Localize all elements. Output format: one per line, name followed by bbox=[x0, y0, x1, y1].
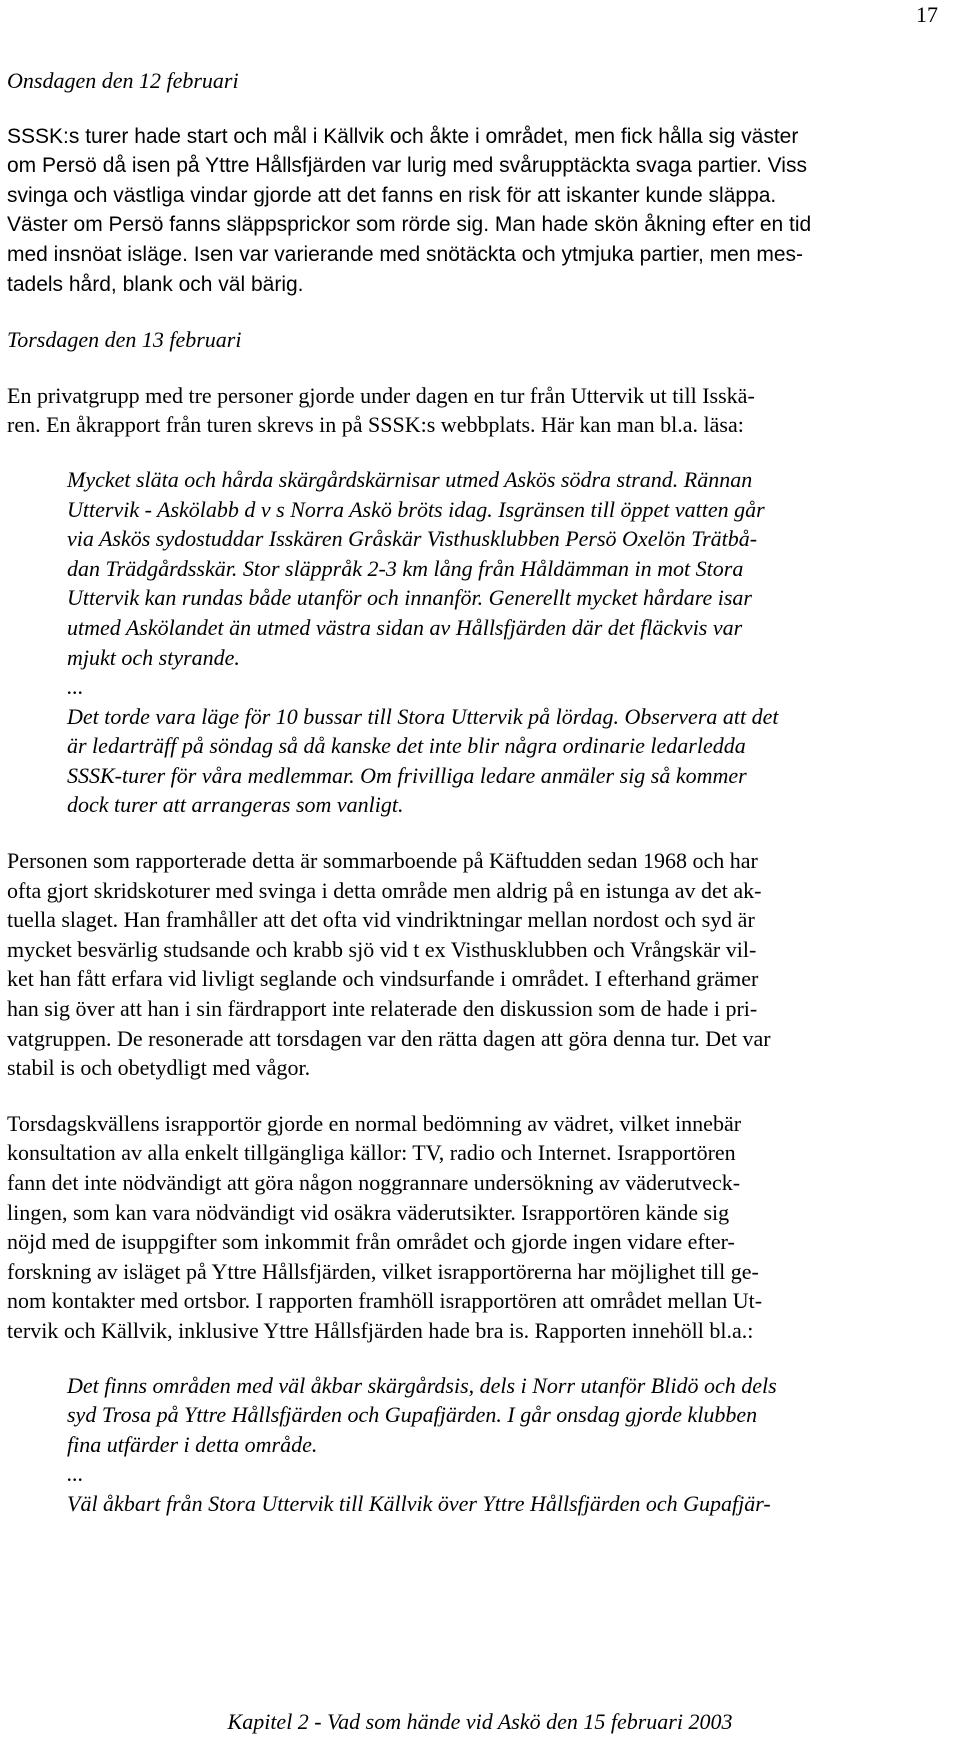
quote-line: Väl åkbart från Stora Uttervik till Källvik över Yttre Hållsfjärden och Gupafjär- bbox=[67, 1490, 771, 1516]
text-line: han sig över att han i sin färdrapport inte relaterade den diskussion som de hade i pri- bbox=[7, 996, 758, 1022]
quote-line: ... bbox=[67, 674, 84, 700]
text-line: Väster om Persö fanns släppsprickor som rörde sig. Man hade skön åkning efter en tid bbox=[7, 213, 812, 237]
text-line: mycket besvärlig studsande och krabb sjö vid t ex Visthusklubben och Vrångskär vil- bbox=[7, 936, 757, 962]
text-line: konsultation av alla enkelt tillgängliga källor: TV, radio och Internet. Israpportören bbox=[7, 1140, 736, 1166]
text-line: nöjd med de isuppgifter som inkommit från området och gjorde ingen vidare efter- bbox=[7, 1229, 735, 1255]
page-footer: Kapitel 2 - Vad som hände vid Askö den 15 februari 2003 bbox=[227, 1709, 733, 1734]
quote-line: mjukt och styrande. bbox=[67, 644, 240, 670]
quote-block bbox=[7, 465, 952, 820]
text-line: stabil is och obetydligt med vågor. bbox=[7, 1055, 311, 1081]
paragraph bbox=[7, 1109, 952, 1346]
quote-line: är ledarträff på söndag så då kanske det inte blir några ordinarie ledarledda bbox=[67, 733, 746, 759]
quote-line: fina utfärder i detta område. bbox=[67, 1431, 318, 1457]
text-line: tadels hård, blank och väl bärig. bbox=[7, 272, 304, 296]
quote-line: SSSK-turer för våra medlemmar. Om frivilliga ledare anmäler sig så kommer bbox=[67, 762, 747, 788]
text-line: En privatgrupp med tre personer gjorde under dagen en tur från Uttervik ut till Isskä- bbox=[7, 382, 755, 408]
section-heading: Torsdagen den 13 februari bbox=[7, 327, 242, 353]
quote-line: dan Trädgårdsskär. Stor släppråk 2-3 km lång från Håldämman in mot Stora bbox=[67, 555, 744, 581]
text-line: forskning av isläget på Yttre Hållsfjärden, vilket israpportörerna har möjlighet till ge- bbox=[7, 1258, 759, 1284]
quote-line: Det finns områden med väl åkbar skärgårdsis, dels i Norr utanför Blidö och dels bbox=[67, 1372, 777, 1398]
paragraph bbox=[7, 381, 952, 440]
page-content bbox=[7, 66, 952, 1519]
text-line: vatgruppen. De resonerade att torsdagen var den rätta dagen att göra denna tur. Det var bbox=[7, 1025, 771, 1051]
quote-line: Uttervik kan rundas både utanför och innanför. Generellt mycket hårdare isar bbox=[67, 585, 752, 611]
quote-line: Det torde vara läge för 10 bussar till Stora Uttervik på lördag. Observera att det bbox=[67, 703, 779, 729]
quote-line: ... bbox=[67, 1461, 84, 1487]
text-line: Torsdagskvällens israpportör gjorde en normal bedömning av vädret, vilket innebär bbox=[7, 1110, 742, 1136]
text-line: Personen som rapporterade detta är sommarboende på Käftudden sedan 1968 och har bbox=[7, 848, 758, 874]
text-line: ket han fått erfara vid livligt seglande och vindsurfande i området. I efterhand grämer bbox=[7, 966, 759, 992]
text-line: ofta gjort skridskoturer med svinga i detta område men aldrig på en istunga av det ak- bbox=[7, 877, 762, 903]
text-line: med insnöat isläge. Isen var varierande med snötäckta och ytmjuka partier, men mes- bbox=[7, 242, 804, 266]
text-line: om Persö då isen på Yttre Hållsfjärden var lurig med svårupptäckta svaga partier. Viss bbox=[7, 154, 807, 178]
text-line: tuella slaget. Han framhåller att det ofta vid vindriktningar mellan nordost och syd är bbox=[7, 907, 755, 933]
text-line: SSSK:s turer hade start och mål i Källvik och åkte i området, men fick hålla sig väster bbox=[7, 124, 799, 148]
quote-line: utmed Askölandet än utmed västra sidan av Hållsfjärden där det fläckvis var bbox=[67, 614, 743, 640]
text-line: ren. En åkrapport från turen skrevs in på SSSK:s webbplats. Här kan man bl.a. läsa: bbox=[7, 412, 744, 438]
quote-line: syd Trosa på Yttre Hållsfjärden och Gupafjärden. I går onsdag gjorde klubben bbox=[67, 1402, 758, 1428]
paragraph bbox=[7, 122, 952, 300]
paragraph bbox=[7, 846, 952, 1083]
text-line: tervik och Källvik, inklusive Yttre Hållsfjärden hade bra is. Rapporten innehöll bl.a.: bbox=[7, 1317, 754, 1343]
quote-line: dock turer att arrangeras som vanligt. bbox=[67, 792, 404, 818]
text-line: svinga och västliga vindar gjorde att det fanns en risk för att iskanter kunde släppa. bbox=[7, 183, 777, 207]
quote-line: Mycket släta och hårda skärgårdskärnisar utmed Askös södra strand. Rännan bbox=[67, 466, 753, 492]
text-line: lingen, som kan vara nödvändigt vid osäkra väderutsikter. Israpportören kände sig bbox=[7, 1199, 730, 1225]
quote-line: via Askös sydostuddar Isskären Gråskär Visthusklubben Persö Oxelön Trätbå- bbox=[67, 526, 758, 552]
text-line: fann det inte nödvändigt att göra någon noggrannare undersökning av väderutveck- bbox=[7, 1170, 741, 1195]
section-heading: Onsdagen den 12 februari bbox=[7, 68, 239, 93]
page-number: 17 bbox=[916, 2, 938, 27]
text-line: nom kontakter med ortsbor. I rapporten framhöll israpportören att området mellan Ut- bbox=[7, 1288, 763, 1314]
quote-line: Uttervik - Askölabb d v s Norra Askö bröts idag. Isgränsen till öppet vatten går bbox=[67, 496, 765, 522]
quote-block bbox=[7, 1371, 952, 1519]
